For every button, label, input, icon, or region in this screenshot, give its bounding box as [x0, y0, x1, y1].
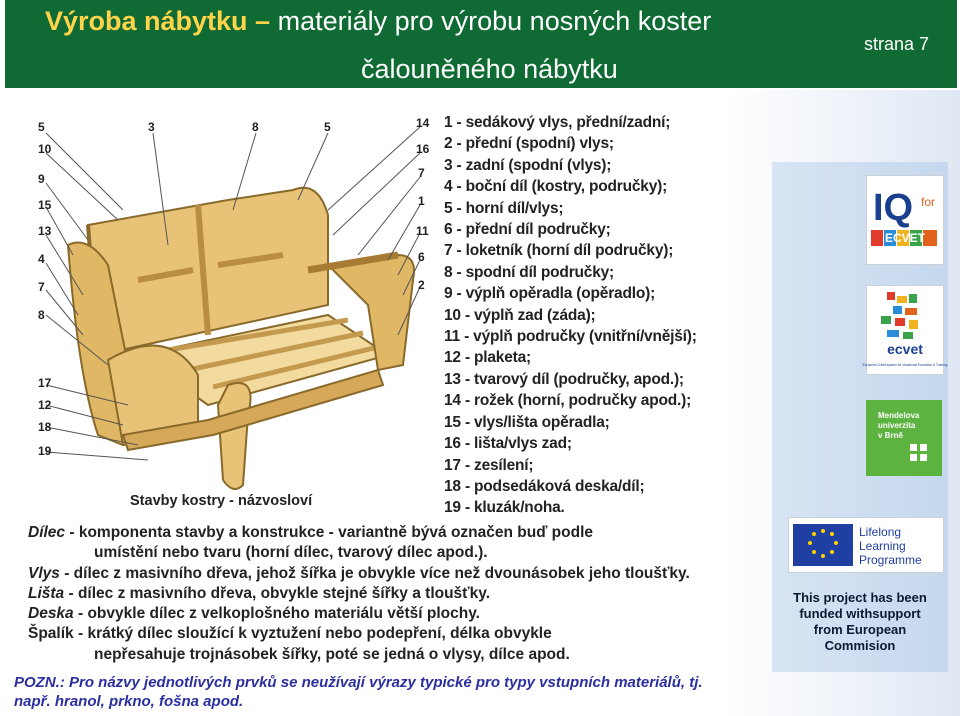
funding-statement — [780, 590, 940, 654]
ecvet-logo — [862, 285, 948, 375]
legend-item: 13 - tvarový díl (područky, apod.); — [444, 370, 684, 388]
legend-item: 4 - boční díl (kostry, područky); — [444, 178, 668, 196]
callout-left-15: 15 — [38, 198, 52, 212]
iq-logo-for: for — [921, 195, 936, 209]
callout-left-17: 17 — [38, 376, 52, 390]
callout-left-10: 10 — [38, 142, 52, 156]
mendel-university-logo — [866, 400, 942, 476]
legend-item: 18 - podsedáková deska/díl; — [444, 477, 645, 495]
callout-left-13: 13 — [38, 224, 52, 238]
definition-text: - komponenta stavby a konstrukce - variantně bývá označen buď podle — [65, 524, 594, 541]
funded-line2: funded withsupport — [799, 606, 921, 621]
lifelong-learning-logo — [788, 517, 944, 573]
callout-top-3: 3 — [148, 120, 155, 134]
page-title-line2: čalouněného nábytku — [361, 54, 618, 84]
legend-item: 10 - výplň zad (záda); — [444, 306, 596, 324]
definition-term: Deska — [28, 605, 74, 623]
title-part1: Výroba nábytku – — [45, 6, 271, 36]
callout-right-6: 6 — [418, 250, 425, 264]
callout-left-19: 19 — [38, 444, 52, 458]
funded-line4: Commision — [824, 638, 896, 653]
legend-item: 17 - zesílení; — [444, 456, 534, 474]
callout-left-8: 8 — [38, 308, 45, 322]
legend-item: 7 - loketník (horní díl područky); — [444, 242, 674, 260]
ecvet-logo-sub: European Credit system for Vocational Education & Training — [862, 363, 948, 367]
callout-top-5: 5 — [324, 120, 331, 134]
callout-left-7: 7 — [38, 280, 45, 294]
llp-line2: Learning — [859, 539, 906, 553]
definition-term: Vlys — [28, 564, 60, 582]
note-text: : Pro názvy jednotlivých prvků se neužívají výrazy typické pro typy vstupních materiálů, tj. např. hranol, prkno, fošna apod. — [14, 674, 703, 710]
funded-line3: from European — [813, 622, 907, 637]
definition-term: Lišta — [28, 584, 65, 602]
funded-line1: This project has been — [793, 590, 927, 605]
llp-line3: Programme — [859, 553, 922, 567]
callout-right-11: 11 — [416, 224, 429, 238]
legend-item: 6 - přední díl područky; — [444, 221, 611, 239]
header-bar — [5, 0, 957, 88]
legend-item: 16 - lišta/vlys zad; — [444, 435, 572, 453]
definition-term: Dílec — [28, 524, 66, 541]
callout-top-8: 8 — [252, 120, 259, 134]
definition-item — [28, 523, 698, 564]
callout-right-14: 14 — [416, 116, 430, 130]
definition-text: - krátký dílec sloužící k vyztužení nebo podepření, délka obvykle — [73, 625, 552, 643]
callout-left-4: 4 — [38, 252, 45, 266]
definition-text: - obvykle dílec z velkoplošného materiálu větší plochy. — [73, 605, 480, 623]
legend-item: 11 - výplň područky (vnitřní/vnější); — [444, 328, 697, 346]
definition-term: Špalík — [28, 625, 74, 643]
note — [14, 673, 714, 711]
definitions-list — [28, 523, 698, 665]
figure-caption: Stavby kostry - názvosloví — [130, 493, 313, 509]
legend-item: 5 - horní díl/vlys; — [444, 199, 564, 217]
iq-for-ecvet-logo — [866, 175, 944, 265]
callout-left-18: 18 — [38, 420, 52, 434]
callout-left-12: 12 — [38, 398, 52, 412]
callout-right-2: 2 — [418, 278, 425, 292]
llp-line1: Lifelong — [859, 525, 902, 539]
title-part2: materiály pro výrobu nosných koster — [270, 6, 712, 36]
definition-item — [28, 604, 698, 624]
legend-item: 9 - výplň opěradla (opěradlo); — [444, 285, 656, 303]
definition-continuation: umístění nebo tvaru (horní dílec, tvarový dílec apod.). — [94, 544, 488, 562]
callout-right-7: 7 — [418, 166, 425, 180]
callout-right-1: 1 — [418, 194, 425, 208]
note-label: POZN. — [14, 674, 60, 691]
parts-legend — [444, 112, 697, 519]
callout-left-9: 9 — [38, 172, 45, 186]
definition-item — [28, 584, 698, 604]
legend-item: 3 - zadní (spodní (vlys); — [444, 156, 612, 174]
sofa-frame-illustration — [28, 105, 448, 495]
mendel-line1: Mendelova — [878, 411, 920, 420]
iq-logo-text: IQ — [873, 187, 914, 229]
legend-item: 19 - kluzák/noha. — [444, 499, 565, 517]
definition-text: - dílec z masivního dřeva, jehož šířka je obvykle více než dvounásobek jeho tloušťky. — [59, 564, 690, 582]
legend-item: 1 - sedákový vlys, přední/zadní; — [444, 114, 671, 131]
page-number: strana 7 — [863, 34, 929, 54]
legend-item: 12 - plaketa; — [444, 349, 531, 367]
page-title — [45, 6, 711, 37]
callout-right-16: 16 — [416, 142, 430, 156]
mendel-line2: univerzita — [878, 421, 916, 430]
legend-item: 2 - přední (spodní) vlys; — [444, 135, 614, 153]
legend-item: 14 - rožek (horní, područky apod.); — [444, 392, 692, 410]
ecvet-logo-text: ecvet — [887, 341, 923, 357]
definition-item — [28, 564, 698, 584]
iq-logo-sub: ECVET — [884, 231, 926, 245]
mendel-line3: v Brně — [878, 431, 903, 440]
legend-item: 15 - vlys/lišta opěradla; — [444, 413, 610, 431]
definition-continuation: nepřesahuje trojnásobek šířky, poté se jedná o vlysy, dílce apod. — [94, 645, 570, 663]
definition-item — [28, 624, 698, 665]
callout-left-5: 5 — [38, 120, 45, 134]
definition-text: - dílec z masivního dřeva, obvykle stejné šířky a tloušťky. — [64, 584, 490, 602]
legend-item: 8 - spodní díl područky; — [444, 263, 615, 281]
